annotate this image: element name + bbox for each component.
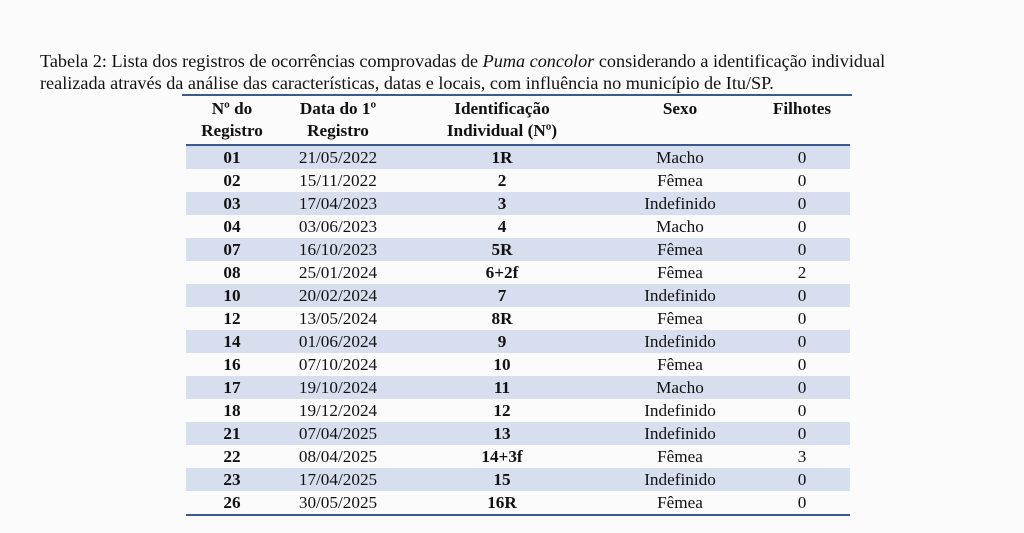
table-row [186, 468, 850, 491]
cell-filhotes: 0 [754, 422, 850, 445]
cell-registro-numero: 12 [223, 309, 241, 328]
cell-data-registro: 07/10/2024 [298, 355, 378, 374]
table-row [186, 376, 850, 399]
cell-identificacao: 11 [398, 376, 606, 399]
cell-sexo: Fêmea [657, 309, 703, 328]
header-registro-numero [186, 98, 278, 145]
table-row [186, 307, 850, 330]
cell-registro-numero: 02 [223, 171, 241, 190]
cell-identificacao: 8R [491, 309, 513, 328]
cell-identificacao: 9 [398, 330, 606, 353]
cell-data-registro: 07/04/2025 [278, 422, 398, 445]
header-num-line1: Nº do [211, 99, 253, 118]
cell-filhotes: 0 [754, 284, 850, 307]
cell-registro-numero: 04 [223, 217, 241, 236]
header-identificacao [398, 98, 606, 145]
table-caption [40, 50, 1010, 94]
table-row [186, 491, 850, 515]
table-row [186, 422, 850, 445]
header-id-line2: Individual (Nº) [446, 121, 558, 140]
table-body [186, 145, 850, 515]
cell-identificacao: 16R [487, 493, 517, 512]
cell-registro-numero: 07 [186, 238, 278, 261]
table-row [186, 330, 850, 353]
cell-sexo: Macho [606, 376, 754, 399]
cell-registro-numero: 23 [186, 468, 278, 491]
table-row [186, 215, 850, 238]
cell-identificacao: 15 [398, 468, 606, 491]
table-top-rule [182, 94, 852, 96]
cell-filhotes: 2 [797, 263, 807, 282]
cell-identificacao: 5R [398, 238, 606, 261]
cell-identificacao: 2 [497, 171, 507, 190]
cell-filhotes: 3 [797, 447, 807, 466]
cell-registro-numero: 08 [223, 263, 241, 282]
table-header [186, 98, 850, 145]
cell-sexo: Fêmea [657, 263, 703, 282]
cell-identificacao: 12 [493, 401, 511, 420]
header-num-line2: Registro [201, 121, 263, 140]
cell-filhotes: 0 [754, 468, 850, 491]
caption-species: Puma concolor [482, 51, 595, 71]
cell-sexo: Indefinido [606, 284, 754, 307]
cell-data-registro: 17/04/2023 [278, 192, 398, 215]
cell-identificacao: 4 [497, 217, 507, 236]
table-row [186, 445, 850, 468]
cell-data-registro: 17/04/2025 [278, 468, 398, 491]
cell-identificacao: 10 [493, 355, 511, 374]
header-row [186, 98, 850, 145]
cell-sexo: Fêmea [657, 171, 703, 190]
cell-data-registro: 15/11/2022 [299, 171, 377, 190]
records-table [186, 98, 850, 516]
table-row [186, 169, 850, 192]
cell-identificacao: 1R [398, 145, 606, 169]
cell-sexo: Indefinido [606, 468, 754, 491]
cell-sexo: Fêmea [657, 493, 703, 512]
header-data-line1: Data do 1º [299, 99, 377, 118]
cell-data-registro: 19/10/2024 [278, 376, 398, 399]
cell-filhotes: 0 [754, 145, 850, 169]
cell-filhotes: 0 [797, 401, 807, 420]
table-row [186, 261, 850, 284]
table-row [186, 284, 850, 307]
cell-sexo: Indefinido [606, 330, 754, 353]
cell-filhotes: 0 [754, 192, 850, 215]
cell-filhotes: 0 [754, 330, 850, 353]
cell-data-registro: 21/05/2022 [278, 145, 398, 169]
cell-data-registro: 30/05/2025 [298, 493, 378, 512]
table-row [186, 399, 850, 422]
header-id-line1: Identificação [454, 99, 550, 118]
cell-registro-numero: 14 [186, 330, 278, 353]
cell-sexo: Indefinido [644, 401, 716, 420]
cell-data-registro: 03/06/2023 [298, 217, 378, 236]
cell-sexo: Fêmea [657, 447, 703, 466]
cell-sexo: Fêmea [657, 355, 703, 374]
header-data-registro [278, 98, 398, 145]
cell-identificacao: 3 [398, 192, 606, 215]
cell-sexo: Fêmea [606, 238, 754, 261]
table-row [186, 145, 850, 169]
cell-data-registro: 25/01/2024 [298, 263, 378, 282]
cell-filhotes: 0 [797, 493, 807, 512]
cell-data-registro: 16/10/2023 [278, 238, 398, 261]
cell-sexo: Indefinido [606, 192, 754, 215]
cell-sexo: Macho [656, 217, 704, 236]
caption-line-2: realizada através da análise das características, datas e locais, com influência no município de Itu/SP. [40, 73, 774, 93]
cell-registro-numero: 03 [186, 192, 278, 215]
cell-filhotes: 0 [797, 309, 807, 328]
cell-sexo: Indefinido [606, 422, 754, 445]
cell-registro-numero: 01 [186, 145, 278, 169]
cell-identificacao: 7 [398, 284, 606, 307]
cell-filhotes: 0 [797, 217, 807, 236]
table-row [186, 238, 850, 261]
cell-filhotes: 0 [797, 355, 807, 374]
header-data-line2: Registro [307, 121, 369, 140]
cell-data-registro: 13/05/2024 [298, 309, 378, 328]
cell-filhotes: 0 [797, 171, 807, 190]
cell-data-registro: 01/06/2024 [278, 330, 398, 353]
cell-registro-numero: 26 [223, 493, 241, 512]
cell-registro-numero: 18 [223, 401, 241, 420]
cell-data-registro: 19/12/2024 [298, 401, 378, 420]
cell-data-registro: 08/04/2025 [298, 447, 378, 466]
cell-data-registro: 20/02/2024 [278, 284, 398, 307]
header-filhotes: Filhotes [772, 99, 832, 118]
header-sexo: Sexo [662, 99, 698, 118]
cell-registro-numero: 10 [186, 284, 278, 307]
cell-registro-numero: 21 [186, 422, 278, 445]
cell-identificacao: 6+2f [485, 263, 519, 282]
cell-registro-numero: 17 [186, 376, 278, 399]
cell-filhotes: 0 [754, 376, 850, 399]
cell-sexo: Macho [606, 145, 754, 169]
caption-line-1 [40, 50, 1010, 72]
caption-prefix: Tabela 2: Lista dos registros de ocorrências comprovadas de [40, 51, 483, 71]
cell-identificacao: 14+3f [481, 447, 523, 466]
cell-identificacao: 13 [398, 422, 606, 445]
cell-registro-numero: 16 [223, 355, 241, 374]
caption-suffix: considerando a identificação individual [594, 51, 886, 71]
cell-registro-numero: 22 [223, 447, 241, 466]
cell-filhotes: 0 [754, 238, 850, 261]
table-row [186, 353, 850, 376]
table-row [186, 192, 850, 215]
